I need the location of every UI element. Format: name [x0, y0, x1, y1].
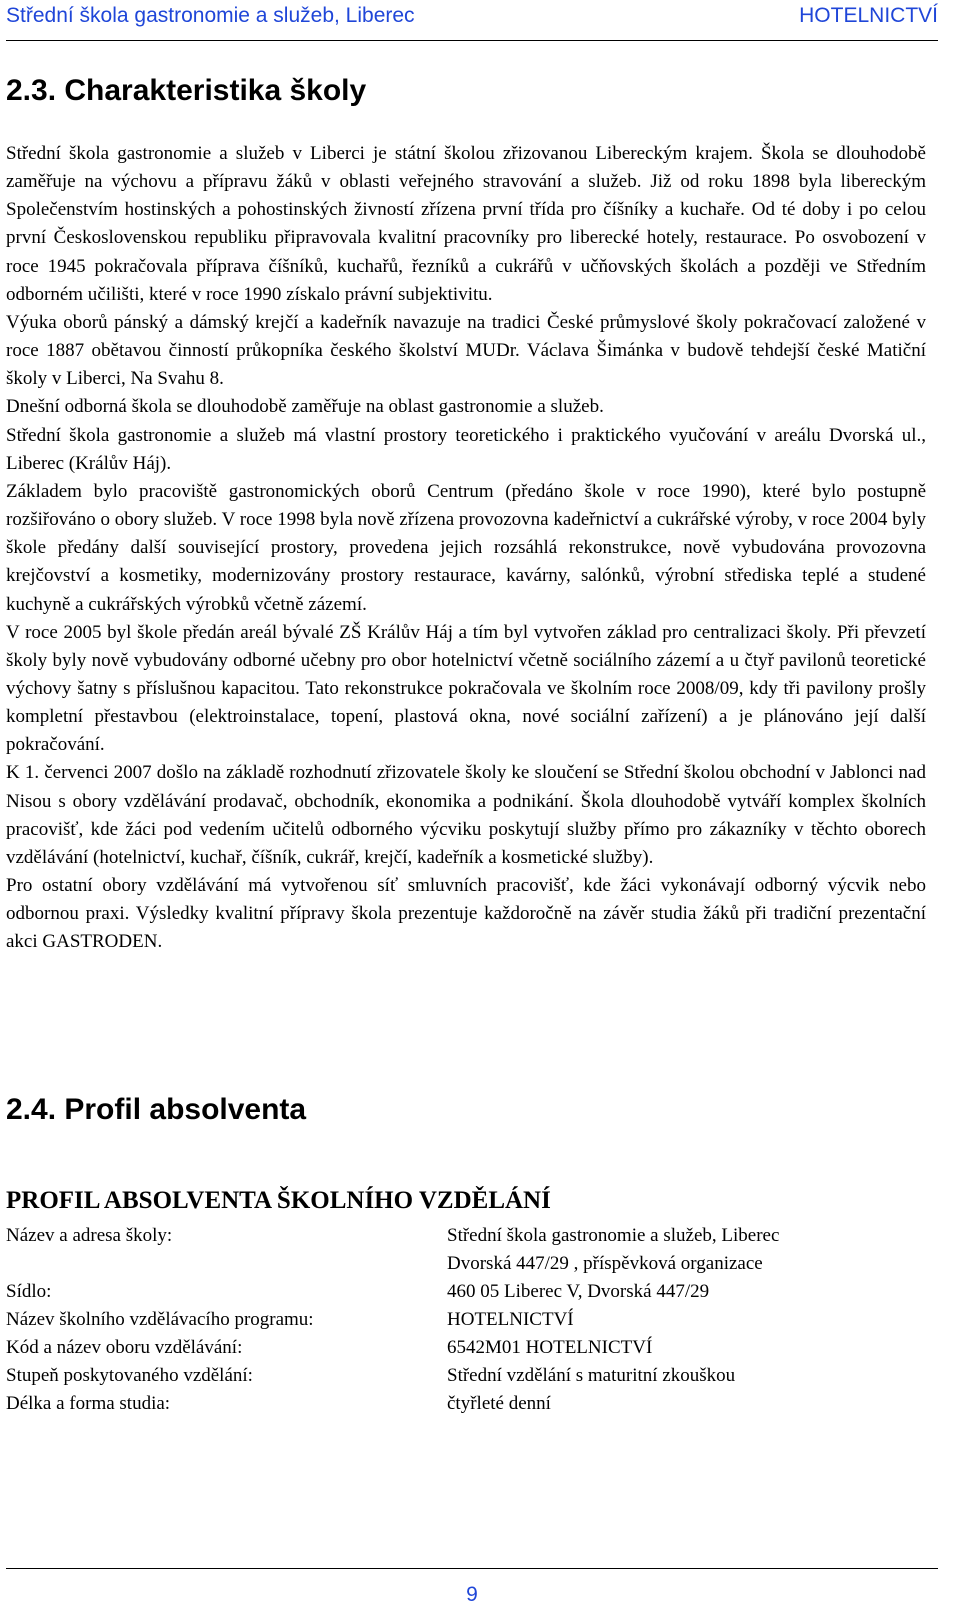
profile-title: PROFIL ABSOLVENTA ŠKOLNÍHO VZDĚLÁNÍ	[6, 1187, 551, 1214]
page-header	[6, 0, 938, 41]
page-number: 9	[466, 1583, 478, 1606]
profile-value: Střední vzdělání s maturitní zkouškou	[447, 1365, 736, 1386]
profile-label: Sídlo:	[6, 1281, 52, 1302]
header-school-name: Střední škola gastronomie a služeb, Liberec	[6, 4, 415, 27]
paragraph: Střední škola gastronomie a služeb v Liberci je státní školou zřizovanou Libereckým krajem. Škola se dlouhodobě zaměřuje na výchovu a přípravu žáků v oblasti veřejného stravování a služeb. Již od roku 1898 byla libereckým Společenstvím hostinských a pohostinských živností zřízena první třída pro číšníky a kuchaře. Od té doby i po celou první Československou republiku připravovala kvalitní pracovníky pro liberecké hotely, restaurace. Po osvobození v roce 1945 pokračovala příprava číšníků, kuchařů, řezníků a cukrářů v učňovských školách a později ve Středním odborném učilišti, které v roce 1990 získalo právní subjektivitu.	[6, 143, 926, 305]
page-footer	[6, 1568, 938, 1608]
profile-value: HOTELNICTVÍ	[447, 1309, 574, 1330]
profile-label: Kód a název oboru vzdělávání:	[6, 1337, 243, 1358]
paragraph: Střední škola gastronomie a služeb má vlastní prostory teoretického i praktického vyučování v areálu Dvorská ul., Liberec (Králův Háj).	[6, 424, 926, 474]
section-body-characteristics	[6, 140, 926, 957]
profile-label: Délka a forma studia:	[6, 1393, 171, 1414]
paragraph: Pro ostatní obory vzdělávání má vytvořenou síť smluvních pracovišť, kde žáci vykonávají odborný výcvik nebo odbornou praxi. Výsledky kvalitní přípravy škola prezentuje každoročně na závěr studia žáků při tradiční prezentační akci GASTRODEN.	[6, 875, 926, 953]
profile-label: Název a adresa školy:	[6, 1225, 173, 1246]
profile-label: Název školního vzdělávacího programu:	[6, 1309, 314, 1330]
profile-label: Stupeň poskytovaného vzdělání:	[6, 1365, 253, 1386]
header-program-name: HOTELNICTVÍ	[799, 4, 938, 27]
paragraph: Výuka oborů pánský a dámský krejčí a kadeřník navazuje na tradici České průmyslové školy pokračovací založené v roce 1887 obětavou činností průkopníka českého školství MUDr. Václava Šimánka v budově tehdejší české Matiční školy v Liberci, Na Svahu 8.	[6, 311, 926, 390]
paragraph: K 1. červenci 2007 došlo na základě rozhodnutí zřizovatele školy ke sloučení se Střední školou obchodní v Jablonci nad Nisou s obory vzdělávání prodavač, obchodník, ekonomika a podnikání. Škola dlouhodobě vytváří komplex školních pracovišť, kde žáci pod vedením učitelů odborného výcviku poskytují služby přímo pro zákazníky v těchto oborech vzdělávání (hotelnictví, kuchař, číšník, cukrář, krejčí, kadeřník a kosmetické služby).	[6, 762, 926, 868]
section-heading-graduate-profile: 2.4. Profil absolventa	[6, 1093, 307, 1126]
profile-value: Střední škola gastronomie a služeb, Liberec	[447, 1225, 780, 1246]
profile-value: čtyřleté denní	[447, 1393, 551, 1414]
profile-value: 460 05 Liberec V, Dvorská 447/29	[447, 1281, 710, 1302]
section-heading-characteristics: 2.3. Charakteristika školy	[6, 74, 367, 107]
paragraph: Dnešní odborná škola se dlouhodobě zaměřuje na oblast gastronomie a služeb.	[6, 396, 604, 418]
profile-value: Dvorská 447/29 , příspěvková organizace	[447, 1253, 763, 1274]
paragraph: V roce 2005 byl škole předán areál bývalé ZŠ Králův Háj a tím byl vytvořen základ pro centralizaci školy. Při převzetí školy byly nově vybudovány odborné učebny pro obor hotelnictví včetně sociálního zázemí a u čtyř pavilonů teoretické výchovy šatny s příslušnou kapacitou. Tato rekonstrukce pokračovala ve školním roce 2008/09, kdy tři pavilony prošly kompletní přestavbou (elektroinstalace, topení, plastová okna, nové sociální zařízení) a je plánováno její další pokračování.	[6, 621, 926, 756]
paragraph: Základem bylo pracoviště gastronomických oborů Centrum (předáno škole v roce 1990), které bylo postupně rozšiřováno o obory služeb. V roce 1998 byla nově zřízena provozovna kadeřnictví a cukrářské výroby, v roce 2004 byly škole předány další související prostory, provedena jejich rozsáhlá rekonstrukce, nově vybudována provozovna krejčovství a kosmetiky, modernizovány prostory restaurace, kavárny, salónků, výrobní střediska teplé a studené kuchyně a cukrářských výrobků včetně zázemí.	[6, 480, 926, 615]
profile-value: 6542M01 HOTELNICTVÍ	[447, 1337, 653, 1358]
